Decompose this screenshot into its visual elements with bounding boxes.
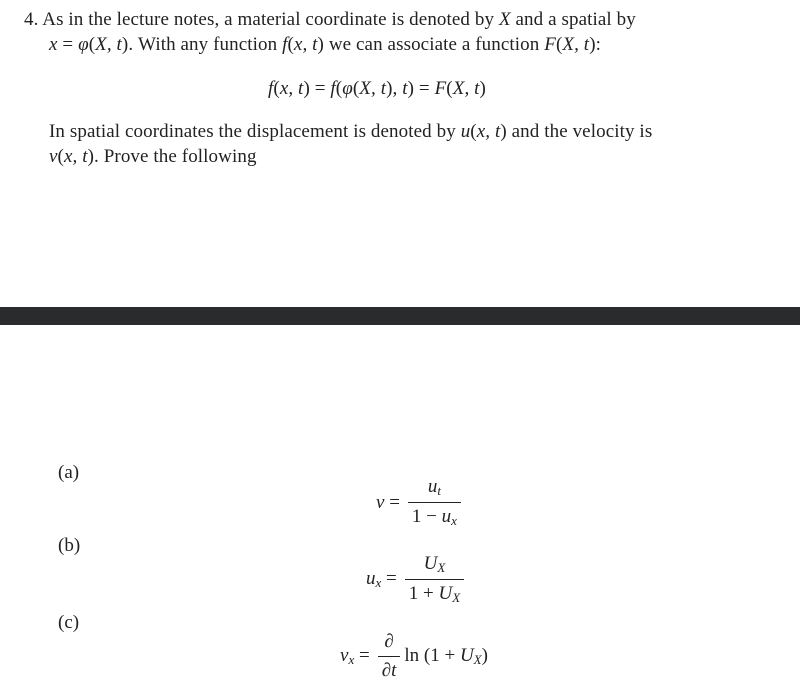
part-a-label: (a) — [58, 462, 80, 483]
part-c-lhs: $v_x$ = — [340, 645, 370, 667]
problem-line-3: In spatial coordinates the displacement is denoted by u(x, t) and the velocity is — [49, 121, 653, 142]
part-b-lhs: $u_x$ = — [366, 568, 397, 590]
problem-number: 4. — [24, 9, 39, 30]
problem-line-4: v(x, t). Prove the following — [49, 146, 257, 167]
part-b-fraction: $\frac{U_X}{1 + U_X}$ — [405, 553, 464, 606]
part-c-rhs: $\ln (1 + U_X)$ — [404, 645, 488, 667]
part-b-label: (b) — [58, 535, 81, 556]
problem-line-1: 4. As in the lecture notes, a material coordinate is denoted by X and a spatial by — [24, 9, 636, 30]
part-c-label: (c) — [58, 612, 80, 633]
problem-line-2: x = φ(X, t). With any function f(x, t) we can associate a function F(X, t): — [49, 34, 601, 55]
part-c-equation — [340, 631, 488, 682]
part-a-lhs: v = — [376, 491, 400, 513]
part-c-fraction: $\frac{\partial}{\partial t}$ — [378, 631, 401, 682]
part-a-equation — [376, 476, 461, 529]
part-b-equation — [366, 553, 464, 606]
section-divider — [0, 307, 800, 325]
part-a-fraction: $\frac{u_t}{1 - u_x}$ — [408, 476, 461, 529]
display-equation: f(x, t) = f(φ(X, t), t) = F(X, t) — [268, 78, 486, 99]
